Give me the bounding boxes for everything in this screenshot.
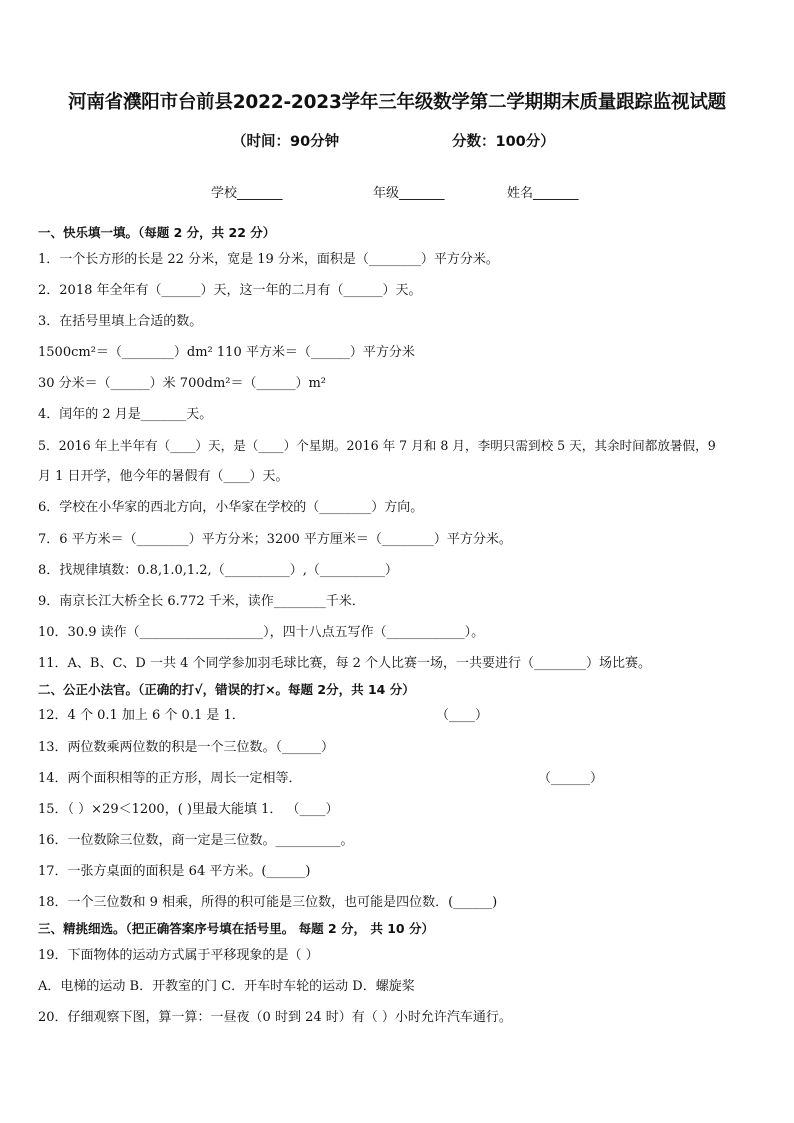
exam-title: 河南省濮阳市台前县2022-2023学年三年级数学第二学期期末质量跟踪监视试题 [68,92,726,113]
question-11: 11．A、B、C、D 一共 4 个同学参加羽毛球比赛，每 2 个人比赛一场，一共要进行（________）场比赛。 [38,656,652,671]
question-19-options: A．电梯的运动 B．开教室的门 C．开车时车轮的运动 D．螺旋桨 [38,979,415,994]
question-8: 8．找规律填数：0.8,1.0,1.2,（__________）,（__________） [38,563,398,578]
question-6: 6．学校在小华家的西北方向，小华家在学校的（________）方向。 [38,500,424,515]
question-14: 14．两个面积相等的正方形，周长一定相等． [38,771,302,786]
question-14-answer-blank: （______） [538,771,604,786]
question-7: 7．6 平方米＝（________）平方分米；3200 平方厘米＝（________）平方分米。 [38,532,512,547]
question-2: 2．2018 年全年有（______）天，这一年的二月有（______）天。 [38,283,422,298]
question-13: 13．两位数乘两位数的积是一个三位数。（______） [38,740,335,755]
question-15: 15．（ ）×29＜1200，( )里最大能填 1． （____） [38,802,339,817]
question-5-line-1: 5．2016 年上半年有（____）天，是（____）个星期。2016 年 7 月和 8 月，李明只需到校 5 天，其余时间都放暑假，9 [38,438,716,453]
name-field[interactable]: 姓名_______ [507,186,579,201]
question-10: 10．30.9 读作（___________________），四十八点五写作（____________）。 [38,625,485,640]
school-field[interactable]: 学校_______ [211,186,283,201]
question-3: 3．在括号里填上合适的数。 [38,314,203,329]
question-19: 19．下面物体的运动方式属于平移现象的是（ ） [38,948,319,963]
question-4: 4．闰年的 2 月是_______天。 [38,407,213,422]
question-3a: 1500cm²＝（________）dm² 110 平方米＝（______）平方分米 [38,345,415,360]
question-12: 12．4 个 0.1 加上 6 个 0.1 是 1． [38,708,245,723]
question-1: 1．一个长方形的长是 22 分米，宽是 19 分米，面积是（________）平方分米。 [38,252,499,267]
exam-score: 分数：100分） [452,134,555,150]
question-17: 17．一张方桌面的面积是 64 平方米。(______) [38,864,311,879]
grade-field[interactable]: 年级_______ [373,186,445,201]
question-9: 9．南京长江大桥全长 6.772 千米，读作________千米． [38,594,365,609]
exam-time: （时间：90分钟 [232,134,340,150]
question-5-line-2: 月 1 日开学，他今年的暑假有（____）天。 [38,469,289,484]
section-3-heading: 三、精挑细选。（把正确答案序号填在括号里。 每题 2 分， 共 10 分） [38,921,434,936]
question-3b: 30 分米＝（______）米 700dm²＝（______）m² [38,376,327,391]
question-20: 20．仔细观察下图，算一算：一昼夜（0 时到 24 时）有（ ）小时允许汽车通行。 [38,1010,512,1025]
question-12-answer-blank: （____） [436,708,489,723]
question-18: 18．一个三位数和 9 相乘，所得的积可能是三位数，也可能是四位数．(______) [38,895,498,910]
exam-info [0,130,794,150]
section-2-heading: 二、公正小法官。（正确的打√，错误的打×。每题 2分，共 14 分） [38,682,415,697]
section-1-heading: 一、快乐填一填。（每题 2 分，共 22 分） [38,225,276,240]
student-fields [0,182,794,202]
question-16: 16．一位数除三位数，商一定是三位数。__________。 [38,833,354,848]
